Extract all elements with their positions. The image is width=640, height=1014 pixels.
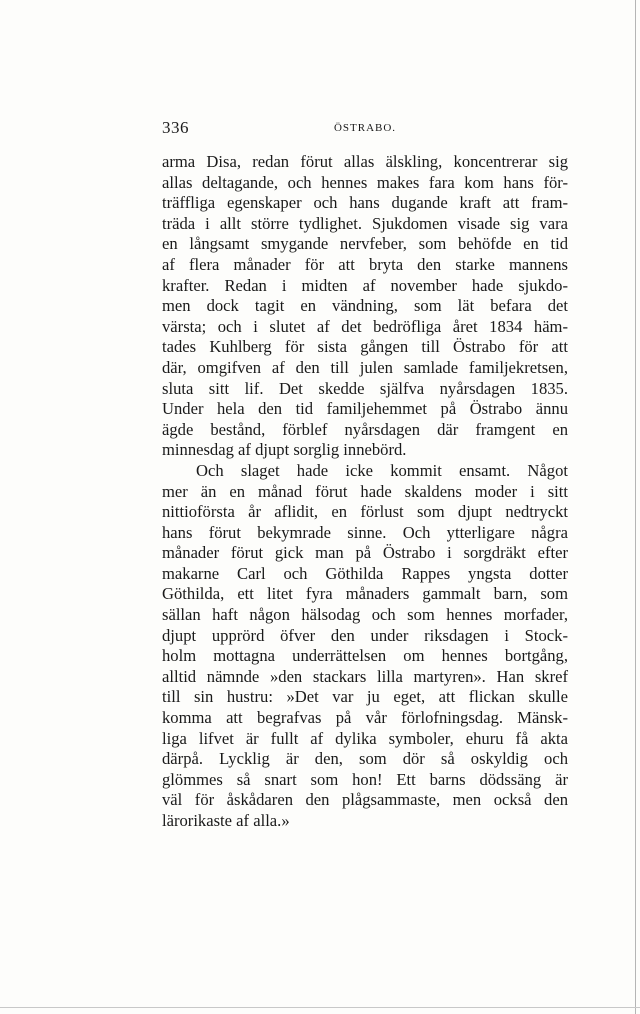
text-line: nittioförsta år aflidit, en förlust som djupt nedtryckt	[162, 502, 568, 522]
text-line: till sin hustru: »Det var ju eget, att flickan skulle	[162, 687, 568, 707]
text-line: Under hela den tid familjehemmet på Östrabo ännu	[162, 399, 568, 419]
text-line: värsta; och i slutet af det bedröfliga året 1834 häm-	[162, 316, 568, 336]
text-line: komma att begrafvas på vår förlofningsdag. Mänsk-	[162, 708, 568, 728]
page-header	[162, 118, 568, 140]
text-line: sluta sitt lif. Det skedde själfva nyårsdagen 1835.	[162, 378, 568, 398]
text-line: men dock tagit en vändning, som lät befara det	[162, 296, 568, 316]
running-head: ÖSTRABO.	[333, 122, 397, 134]
text-line: krafter. Redan i midten af november hade sjukdo-	[162, 275, 568, 295]
text-line: Och slaget hade icke kommit ensamt. Något	[196, 460, 568, 480]
text-line: holm mottagna underrättelsen om hennes bortgång,	[162, 646, 568, 666]
text-line: glömmes så snart som hon! Ett barns dödssäng är	[162, 769, 568, 789]
text-line: alltid nämnde »den stackars lilla martyren». Han skref	[162, 666, 568, 686]
text-line: Göthilda, ett litet fyra månaders gammalt barn, som	[162, 584, 568, 604]
page-edge-bottom	[0, 1007, 640, 1008]
text-line: hans förut bekymrade sinne. Och ytterligare några	[162, 522, 568, 542]
page-edge-right	[635, 0, 636, 1014]
text-line: träda i allt större tydlighet. Sjukdomen visade sig vara	[162, 213, 568, 233]
text-line: mer än en månad förut hade skaldens moder i sitt	[162, 481, 568, 501]
text-line: där, omgifven af den till julen samlade familjekretsen,	[162, 357, 568, 377]
page-number: 336	[162, 118, 189, 137]
text-line: en långsamt smygande nervfeber, som behöfde en tid	[162, 234, 568, 254]
text-line: sällan haft någon hälsodag och som hennes morfader,	[162, 605, 568, 625]
text-line: lärorikaste af alla.»	[162, 811, 290, 830]
body-text	[162, 152, 568, 832]
text-line: allas deltagande, och hennes makes fara kom hans för-	[162, 172, 568, 192]
text-line: tades Kuhlberg för sista gången till Östrabo för att	[162, 337, 568, 357]
text-line: makarne Carl och Göthilda Rappes yngsta dotter	[162, 563, 568, 583]
text-line: månader förut gick man på Östrabo i sorgdräkt efter	[162, 543, 568, 563]
text-line: minnesdag af djupt sorglig innebörd.	[162, 440, 407, 460]
text-line: väl för åskådaren den plågsammaste, men också den	[162, 790, 568, 810]
text-line: därpå. Lycklig är den, som dör så oskyldig och	[162, 749, 568, 769]
text-line: träffliga egenskaper och hans dugande kraft att fram-	[162, 193, 568, 213]
text-line: liga lifvet är fullt af dylika symboler, ehuru få akta	[162, 728, 568, 748]
text-line: af flera månader för att bryta den starke mannens	[162, 254, 568, 274]
text-line: arma Disa, redan förut allas älskling, koncentrerar sig	[162, 152, 568, 171]
text-line: djupt upprörd öfver den under riksdagen i Stock-	[162, 625, 568, 645]
text-line: ägde bestånd, förblef nyårsdagen där framgent en	[162, 419, 568, 439]
